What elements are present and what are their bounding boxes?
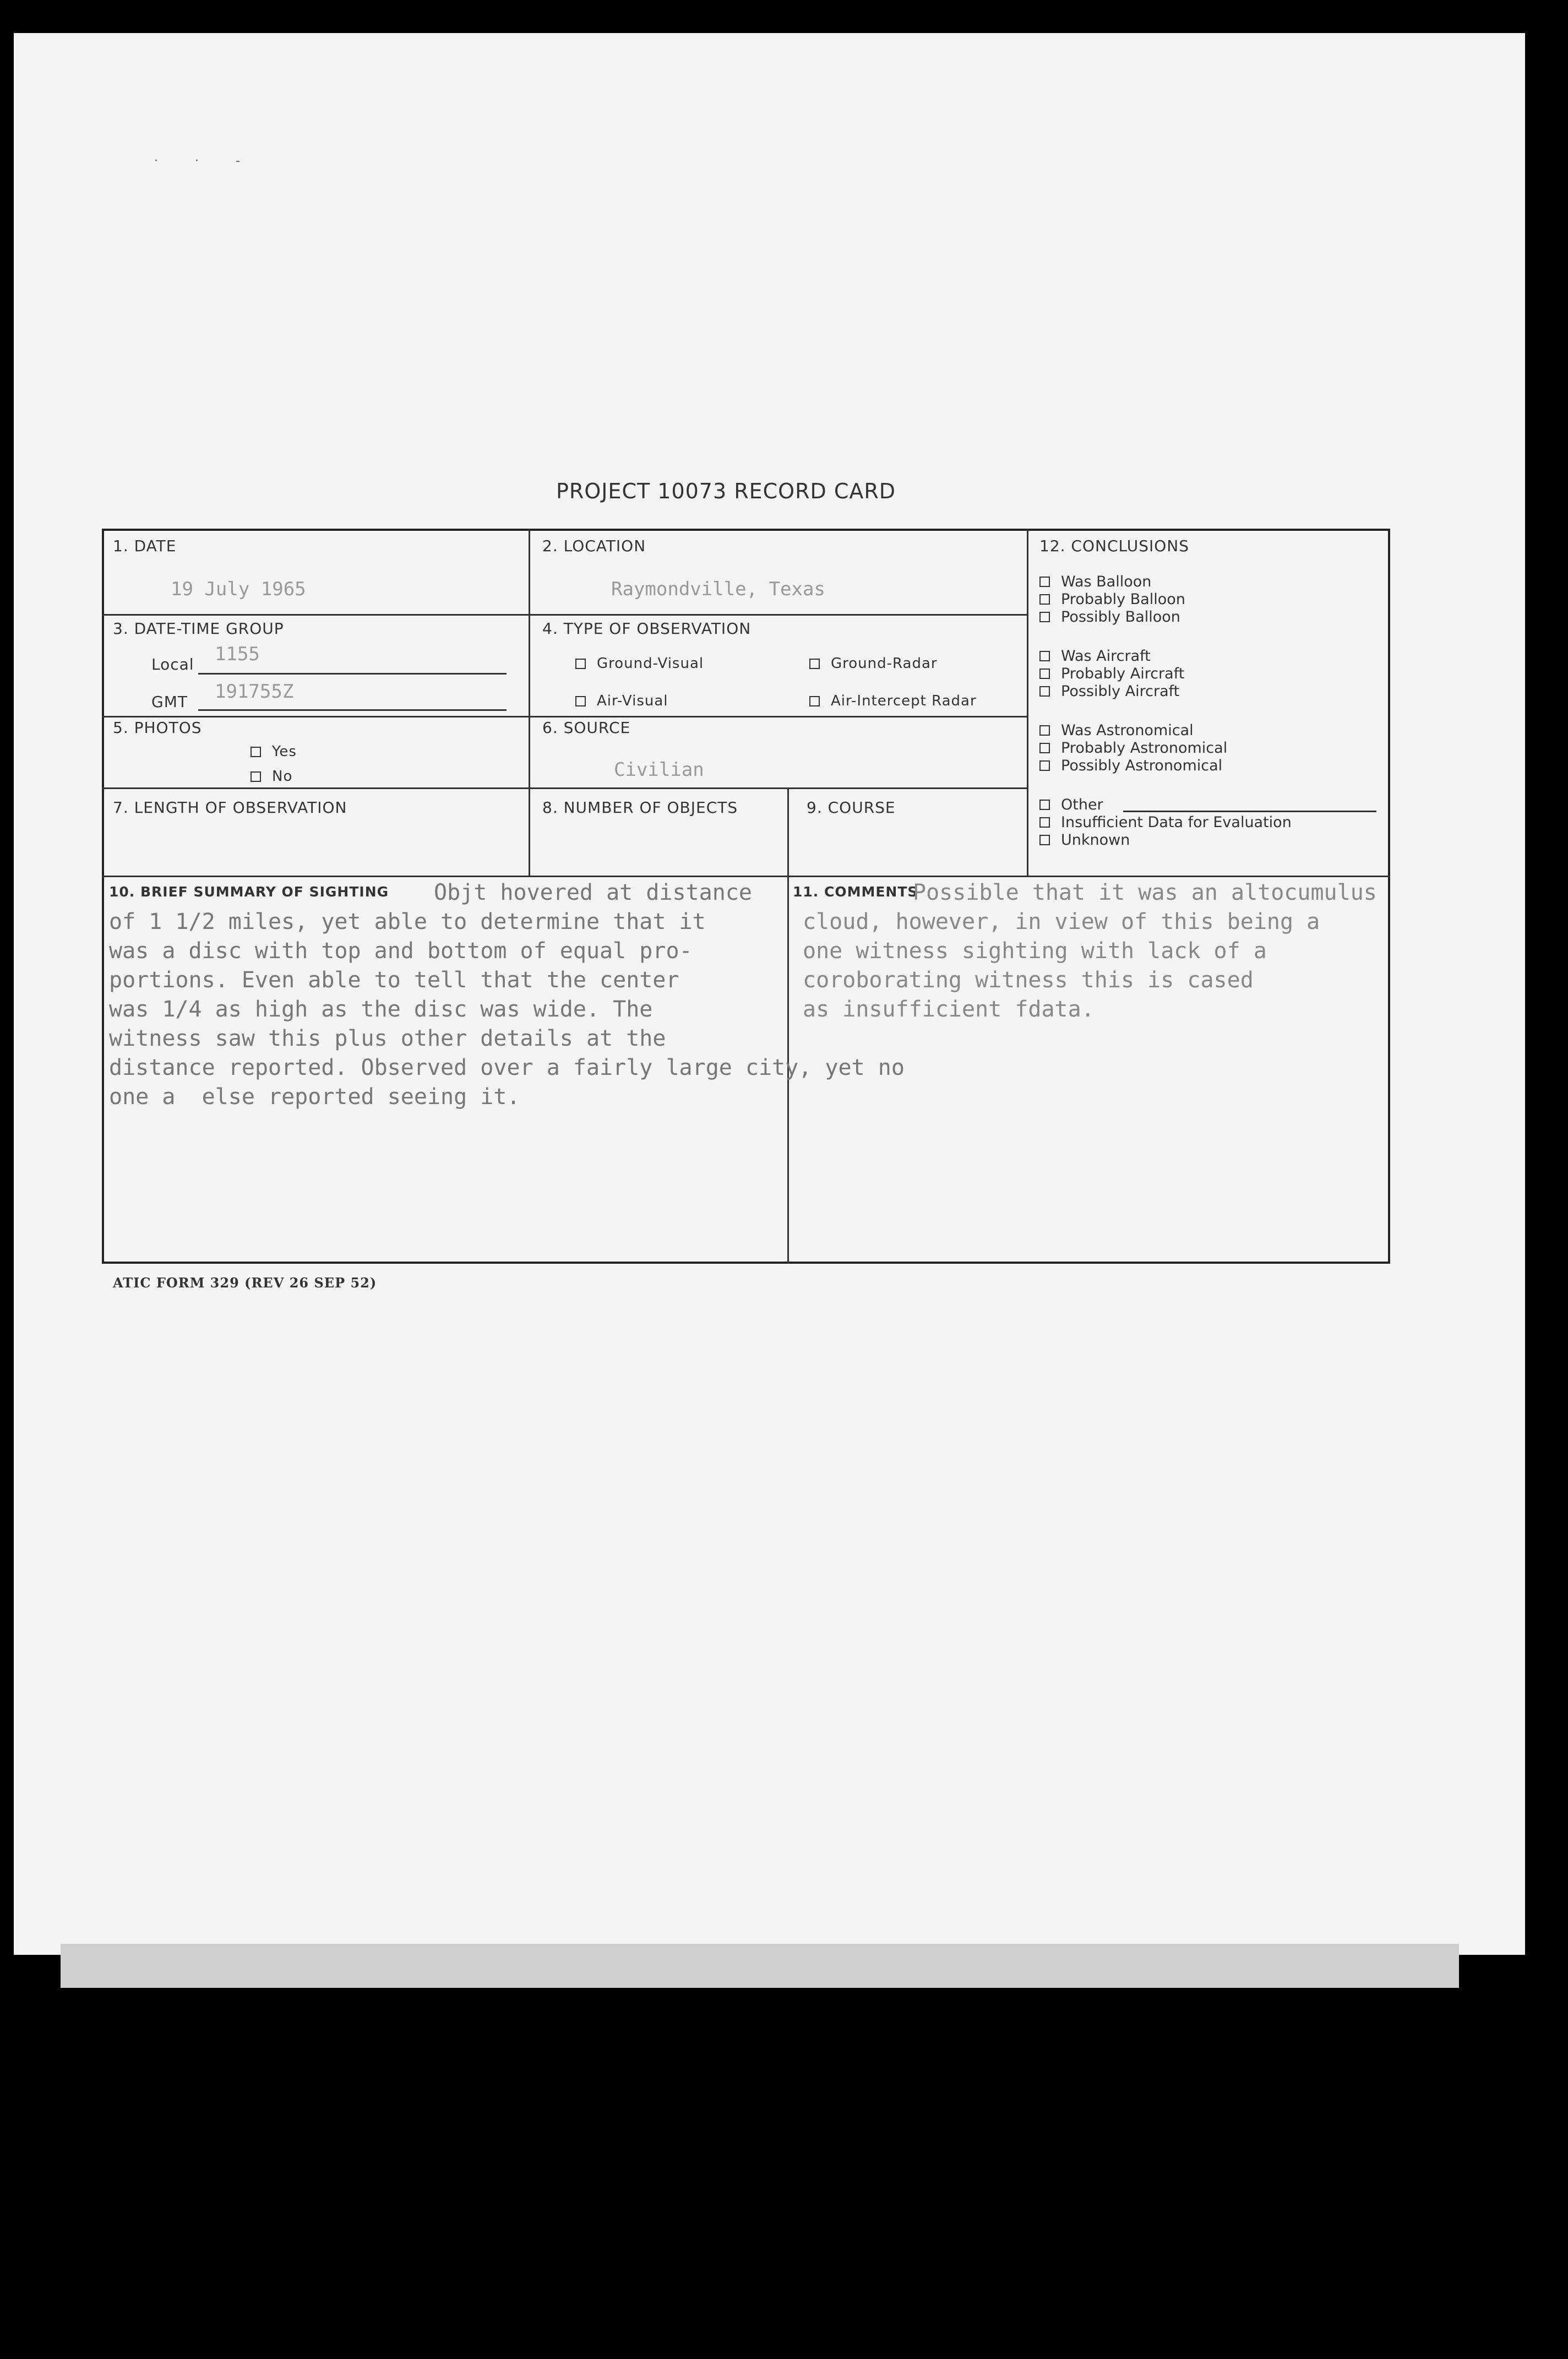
- conclusion-unknown: Unknown: [1039, 831, 1130, 849]
- checkbox: [1039, 817, 1050, 828]
- conclusion-was-balloon: Was Balloon: [1039, 573, 1151, 590]
- source-label: 6. SOURCE: [542, 719, 631, 737]
- photos-no: No: [251, 768, 292, 785]
- obs-type-label: 4. TYPE OF OBSERVATION: [542, 619, 752, 638]
- card-title: PROJECT 10073 RECORD CARD: [556, 479, 896, 503]
- other-underline: [1123, 811, 1376, 812]
- checkbox: [1039, 725, 1050, 736]
- gmt-underline: [198, 709, 507, 711]
- checkbox: [1039, 760, 1050, 771]
- date-label: 1. DATE: [113, 537, 177, 555]
- sheet-shadow: [61, 1944, 1459, 1988]
- dtg-local-label: Local: [151, 655, 194, 673]
- photos-label: 5. PHOTOS: [113, 719, 202, 737]
- obs-air-visual: Air-Visual: [575, 693, 668, 709]
- divider: [102, 876, 1390, 877]
- checkbox: [1039, 612, 1050, 622]
- photos-yes: Yes: [251, 743, 297, 760]
- summary-line: was a disc with top and bottom of equal pro-: [109, 938, 693, 964]
- conclusion-possibly-balloon: Possibly Balloon: [1039, 608, 1180, 626]
- dtg-local-value: 1155: [215, 643, 260, 665]
- checkbox: [1039, 686, 1050, 697]
- divider: [529, 529, 530, 876]
- comments-label: 11. COMMENTS: [793, 884, 918, 900]
- conclusion-insufficient-data: Insufficient Data for Evaluation: [1039, 813, 1292, 831]
- source-value: Civilian: [614, 759, 704, 781]
- conclusion-possibly-astronomical: Possibly Astronomical: [1039, 757, 1222, 774]
- date-value: 19 July 1965: [171, 578, 306, 600]
- location-label: 2. LOCATION: [542, 537, 646, 555]
- summary-line: Objt hovered at distance: [434, 880, 752, 905]
- obs-ground-radar: Ground-Radar: [809, 655, 938, 672]
- scan-specks: · · -: [154, 154, 257, 168]
- checkbox: [575, 659, 586, 669]
- summary-line: was 1/4 as high as the disc was wide. The: [109, 997, 653, 1022]
- obs-air-intercept: Air-Intercept Radar: [809, 693, 977, 709]
- comments-line: one witness sighting with lack of a: [803, 938, 1267, 964]
- summary-line: portions. Even able to tell that the center: [109, 967, 679, 993]
- checkbox: [1039, 651, 1050, 661]
- checkbox: [251, 771, 261, 782]
- checkbox: [1039, 668, 1050, 679]
- conclusion-probably-aircraft: Probably Aircraft: [1039, 665, 1184, 682]
- location-value: Raymondville, Texas: [611, 578, 825, 600]
- length-label: 7. LENGTH OF OBSERVATION: [113, 798, 347, 817]
- course-label: 9. COURSE: [807, 798, 896, 817]
- comments-line: Possible that it was an altocumulus: [913, 880, 1377, 905]
- dtg-gmt-value: 191755Z: [215, 681, 294, 703]
- comments-text: [803, 878, 1377, 1024]
- summary-line: witness saw this plus other details at the: [109, 1026, 666, 1051]
- checkbox: [809, 696, 820, 706]
- comments-line: cloud, however, in view of this being a: [803, 909, 1320, 934]
- checkbox: [1039, 577, 1050, 587]
- dtg-gmt-label: GMT: [151, 693, 188, 711]
- comments-line: as insufficient fdata.: [803, 997, 1095, 1022]
- divider: [102, 614, 1027, 616]
- divider: [102, 716, 1027, 718]
- divider: [1027, 529, 1028, 876]
- checkbox: [1039, 743, 1050, 753]
- checkbox: [251, 747, 261, 757]
- summary-line: one a else reported seeing it.: [109, 1084, 520, 1110]
- divider: [102, 787, 1027, 789]
- conclusion-probably-balloon: Probably Balloon: [1039, 590, 1185, 608]
- conclusion-probably-astronomical: Probably Astronomical: [1039, 739, 1227, 757]
- conclusion-was-astronomical: Was Astronomical: [1039, 721, 1194, 739]
- checkbox: [1039, 800, 1050, 810]
- local-underline: [198, 673, 507, 675]
- dtg-label: 3. DATE-TIME GROUP: [113, 619, 284, 638]
- summary-label: 10. BRIEF SUMMARY OF SIGHTING: [109, 884, 389, 900]
- checkbox: [1039, 594, 1050, 605]
- summary-line: of 1 1/2 miles, yet able to determine that it: [109, 909, 706, 934]
- obs-ground-visual: Ground-Visual: [575, 655, 704, 672]
- conclusion-possibly-aircraft: Possibly Aircraft: [1039, 682, 1179, 700]
- num-objects-label: 8. NUMBER OF OBJECTS: [542, 798, 738, 817]
- form-id: ATIC FORM 329 (REV 26 SEP 52): [113, 1275, 377, 1291]
- checkbox: [1039, 835, 1050, 845]
- comments-line: coroborating witness this is cased: [803, 967, 1254, 993]
- checkbox: [809, 659, 820, 669]
- divider: [787, 787, 789, 1264]
- conclusion-other: Other: [1039, 796, 1103, 813]
- summary-line: distance reported. Observed over a fairly large city, yet no: [109, 1055, 905, 1080]
- checkbox: [575, 696, 586, 706]
- conclusion-was-aircraft: Was Aircraft: [1039, 647, 1151, 665]
- conclusions-label: 12. CONCLUSIONS: [1039, 537, 1190, 555]
